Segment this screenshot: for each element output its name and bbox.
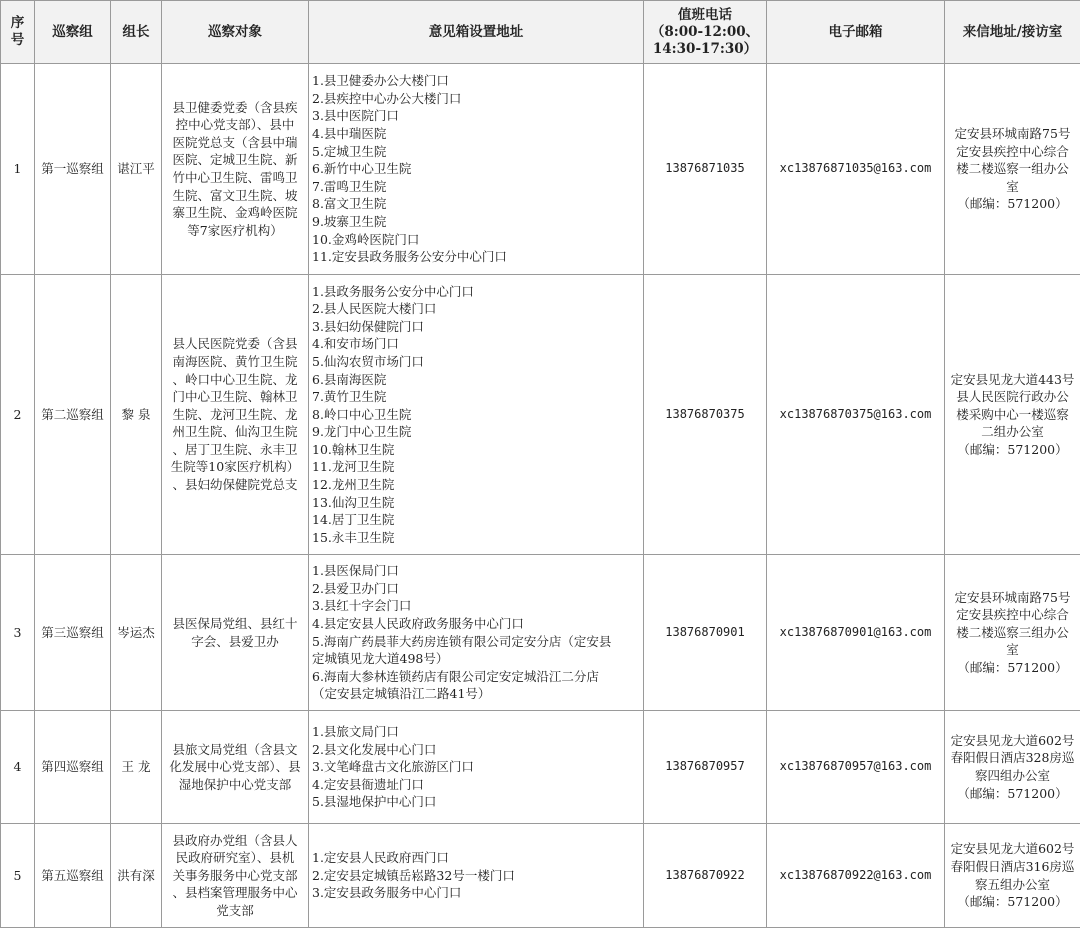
box-location-item: 14.居丁卫生院 — [312, 512, 395, 528]
address-line: 定安县环城南路75号 — [954, 589, 1071, 605]
row-group: 第二巡察组 — [35, 275, 111, 555]
header-address: 来信地址/接访室 — [945, 1, 1080, 64]
target-line: 南海医院、黄竹卫生院 — [172, 353, 298, 369]
box-location-item: 3.定安县政务服务中心门口 — [312, 885, 462, 901]
target-line: 、县档案管理服务中心 — [172, 885, 298, 901]
target-line: 等7家医疗机构） — [187, 222, 283, 238]
box-location-item: 3.县中医院门口 — [312, 108, 399, 124]
box-location-item: 1.定安县人民政府西门口 — [312, 850, 449, 866]
row-group: 第四巡察组 — [35, 711, 111, 824]
row-email: xc13876870375@163.com — [767, 275, 945, 555]
address-line: （邮编：571200） — [957, 785, 1068, 801]
row-email: xc13876871035@163.com — [767, 64, 945, 275]
box-location-item: 10.金鸡岭医院门口 — [312, 231, 420, 247]
row-group: 第三巡察组 — [35, 555, 111, 711]
address-line: （邮编：571200） — [957, 196, 1068, 212]
header-phone — [644, 1, 767, 64]
target-line: 县卫健委党委（含县疾 — [172, 99, 298, 115]
box-location-item: （定安县定城镇沿江二路41号） — [312, 686, 491, 702]
row-email: xc13876870922@163.com — [767, 824, 945, 928]
box-location-item: 4.县定安县人民政府政务服务中心门口 — [312, 615, 524, 631]
box-location-item: 7.雷鸣卫生院 — [312, 178, 387, 194]
target-line: 民政府研究室）、县机 — [175, 850, 295, 866]
target-line: 党支部 — [216, 902, 254, 918]
header-phone-title: 值班电话 — [678, 6, 732, 23]
row-phone: 13876870901 — [644, 555, 767, 711]
address-line: （邮编：571200） — [957, 894, 1068, 910]
box-location-item: 11.定安县政务服务公安分中心门口 — [312, 249, 507, 265]
row-boxes — [309, 275, 644, 555]
row-boxes — [309, 824, 644, 928]
address-line: 定安县见龙大道602号 — [950, 732, 1075, 748]
row-index: 1 — [1, 64, 35, 275]
box-location-item: 定城镇见龙大道498号） — [312, 651, 449, 667]
address-line: 春阳假日酒店328房巡 — [950, 750, 1075, 766]
row-target — [162, 711, 309, 824]
target-line: 、县妇幼保健院党总支 — [172, 477, 298, 493]
box-location-item: 2.县人民医院大楼门口 — [312, 301, 437, 317]
row-leader: 谌江平 — [111, 64, 162, 275]
table-row — [1, 555, 1080, 711]
box-location-item: 13.仙沟卫生院 — [312, 494, 395, 510]
header-phone-hours-1: （8:00-12:00、 — [650, 23, 760, 40]
box-location-item: 1.县政务服务公安分中心门口 — [312, 283, 474, 299]
row-address — [945, 555, 1080, 711]
header-group: 巡察组 — [35, 1, 111, 64]
target-line: 湿地保护中心党支部 — [178, 776, 292, 792]
table-row — [1, 711, 1080, 824]
box-location-item: 5.县湿地保护中心门口 — [312, 794, 437, 810]
target-line: 州卫生院、仙沟卫生院 — [172, 424, 298, 440]
row-leader: 黎 泉 — [111, 275, 162, 555]
box-location-item: 9.龙门中心卫生院 — [312, 424, 412, 440]
target-line: 门中心卫生院、翰林卫 — [172, 389, 298, 405]
box-location-item: 2.县文化发展中心门口 — [312, 741, 437, 757]
row-index: 2 — [1, 275, 35, 555]
header-index: 序号 — [1, 1, 35, 64]
address-line: 楼二楼巡察一组办公 — [956, 161, 1069, 177]
box-location-item: 7.黄竹卫生院 — [312, 389, 387, 405]
address-line: 定安县疾控中心综合 — [956, 607, 1069, 623]
row-phone: 13876870922 — [644, 824, 767, 928]
address-line: 室 — [1006, 642, 1019, 658]
row-phone: 13876871035 — [644, 64, 767, 275]
target-line: 、居丁卫生院、永丰卫 — [172, 441, 298, 457]
header-target: 巡察对象 — [162, 1, 309, 64]
box-location-item: 8.岭口中心卫生院 — [312, 406, 412, 422]
box-location-item: 4.县中瑞医院 — [312, 126, 387, 142]
target-line: 生院、富文卫生院、坡 — [172, 187, 298, 203]
target-line: 化发展中心党支部）、县 — [169, 759, 301, 775]
target-line: 控中心党支部）、县中 — [175, 117, 295, 133]
row-email: xc13876870901@163.com — [767, 555, 945, 711]
row-address — [945, 711, 1080, 824]
box-location-item: 9.坡寨卫生院 — [312, 213, 387, 229]
address-line: 察四组办公室 — [974, 768, 1050, 783]
address-line: 春阳假日酒店316房巡 — [950, 858, 1075, 874]
row-target — [162, 555, 309, 711]
row-group: 第五巡察组 — [35, 824, 111, 928]
target-line: 医院、定城卫生院、新 — [172, 152, 298, 168]
row-boxes — [309, 64, 644, 275]
target-line: 县人民医院党委（含县 — [172, 336, 298, 352]
box-location-item: 5.海南广药晨菲大药房连锁有限公司定安分店（定安县 — [312, 633, 612, 649]
row-address — [945, 275, 1080, 555]
row-phone: 13876870957 — [644, 711, 767, 824]
target-line: 字会、县爱卫办 — [191, 633, 279, 649]
address-line: 定安县见龙大道443号 — [950, 371, 1075, 387]
address-line: 室 — [1006, 178, 1019, 194]
row-index: 5 — [1, 824, 35, 928]
box-location-item: 3.县红十字会门口 — [312, 598, 412, 614]
box-location-item: 4.定安县衙遗址门口 — [312, 776, 424, 792]
box-location-item: 3.县妇幼保健院门口 — [312, 318, 424, 334]
box-location-item: 15.永丰卫生院 — [312, 529, 395, 545]
box-location-item: 6.新竹中心卫生院 — [312, 161, 412, 177]
box-location-item: 3.文笔峰盘古文化旅游区门口 — [312, 759, 474, 775]
target-line: 竹中心卫生院、雷鸣卫 — [172, 170, 298, 185]
box-location-item: 5.仙沟农贸市场门口 — [312, 353, 424, 369]
box-location-item: 8.富文卫生院 — [312, 196, 387, 212]
row-index: 4 — [1, 711, 35, 824]
address-line: （邮编：571200） — [957, 659, 1068, 675]
header-leader: 组长 — [111, 1, 162, 64]
box-location-item: 10.翰林卫生院 — [312, 441, 395, 457]
box-location-item: 6.海南大参林连锁药店有限公司定安定城沿江二分店 — [312, 668, 599, 684]
target-line: 、岭口中心卫生院、龙 — [172, 371, 298, 387]
row-target — [162, 824, 309, 928]
box-location-item: 2.定安县定城镇岳崧路32号一楼门口 — [312, 867, 515, 883]
target-line: 寨卫生院、金鸡岭医院 — [172, 205, 298, 221]
box-location-item: 11.龙河卫生院 — [312, 459, 395, 475]
header-boxes: 意见箱设置地址 — [309, 1, 644, 64]
box-location-item: 1.县医保局门口 — [312, 563, 399, 579]
row-phone: 13876870375 — [644, 275, 767, 555]
address-line: 楼采购中心一楼巡察 — [956, 406, 1069, 422]
target-line: 县旅文局党组（含县文 — [172, 741, 298, 757]
box-location-item: 2.县爱卫办门口 — [312, 580, 399, 596]
box-location-item: 1.县旅文局门口 — [312, 724, 399, 740]
box-location-item: 4.和安市场门口 — [312, 336, 399, 352]
target-line: 县医保局党组、县红十 — [172, 615, 298, 631]
address-line: 察五组办公室 — [974, 876, 1050, 892]
target-line: 生院、龙河卫生院、龙 — [172, 406, 298, 422]
row-boxes — [309, 711, 644, 824]
address-line: 定安县疾控中心综合 — [956, 143, 1069, 159]
row-address — [945, 824, 1080, 928]
table-row — [1, 64, 1080, 275]
row-target — [162, 275, 309, 555]
row-leader: 岑运杰 — [111, 555, 162, 711]
address-line: 县人民医院行政办公 — [956, 389, 1069, 405]
target-line: 县政府办党组（含县人 — [172, 832, 298, 848]
header-email: 电子邮箱 — [767, 1, 945, 64]
address-line: 定安县环城南路75号 — [954, 126, 1071, 142]
address-line: 二组办公室 — [981, 424, 1044, 440]
target-line: 医院党总支（含县中瑞 — [172, 134, 298, 150]
row-email: xc13876870957@163.com — [767, 711, 945, 824]
address-line: 定安县见龙大道602号 — [950, 841, 1075, 857]
row-target — [162, 64, 309, 275]
row-group: 第一巡察组 — [35, 64, 111, 275]
header-row — [1, 1, 1080, 64]
row-address — [945, 64, 1080, 275]
address-line: （邮编：571200） — [957, 441, 1068, 457]
row-leader: 王 龙 — [111, 711, 162, 824]
box-location-item: 6.县南海医院 — [312, 371, 387, 387]
box-location-item: 5.定城卫生院 — [312, 143, 387, 159]
header-phone-hours-2: 14:30-17:30） — [652, 40, 758, 57]
row-index: 3 — [1, 555, 35, 711]
table-row — [1, 275, 1080, 555]
address-line: 楼二楼巡察三组办公 — [956, 624, 1069, 640]
table-row — [1, 824, 1080, 928]
box-location-item: 1.县卫健委办公大楼门口 — [312, 73, 449, 89]
row-leader: 洪有深 — [111, 824, 162, 928]
box-location-item: 12.龙州卫生院 — [312, 477, 395, 493]
target-line: 生院等10家医疗机构） — [170, 459, 300, 475]
target-line: 关事务服务中心党支部 — [172, 867, 298, 883]
row-boxes — [309, 555, 644, 711]
box-location-item: 2.县疾控中心办公大楼门口 — [312, 90, 462, 106]
